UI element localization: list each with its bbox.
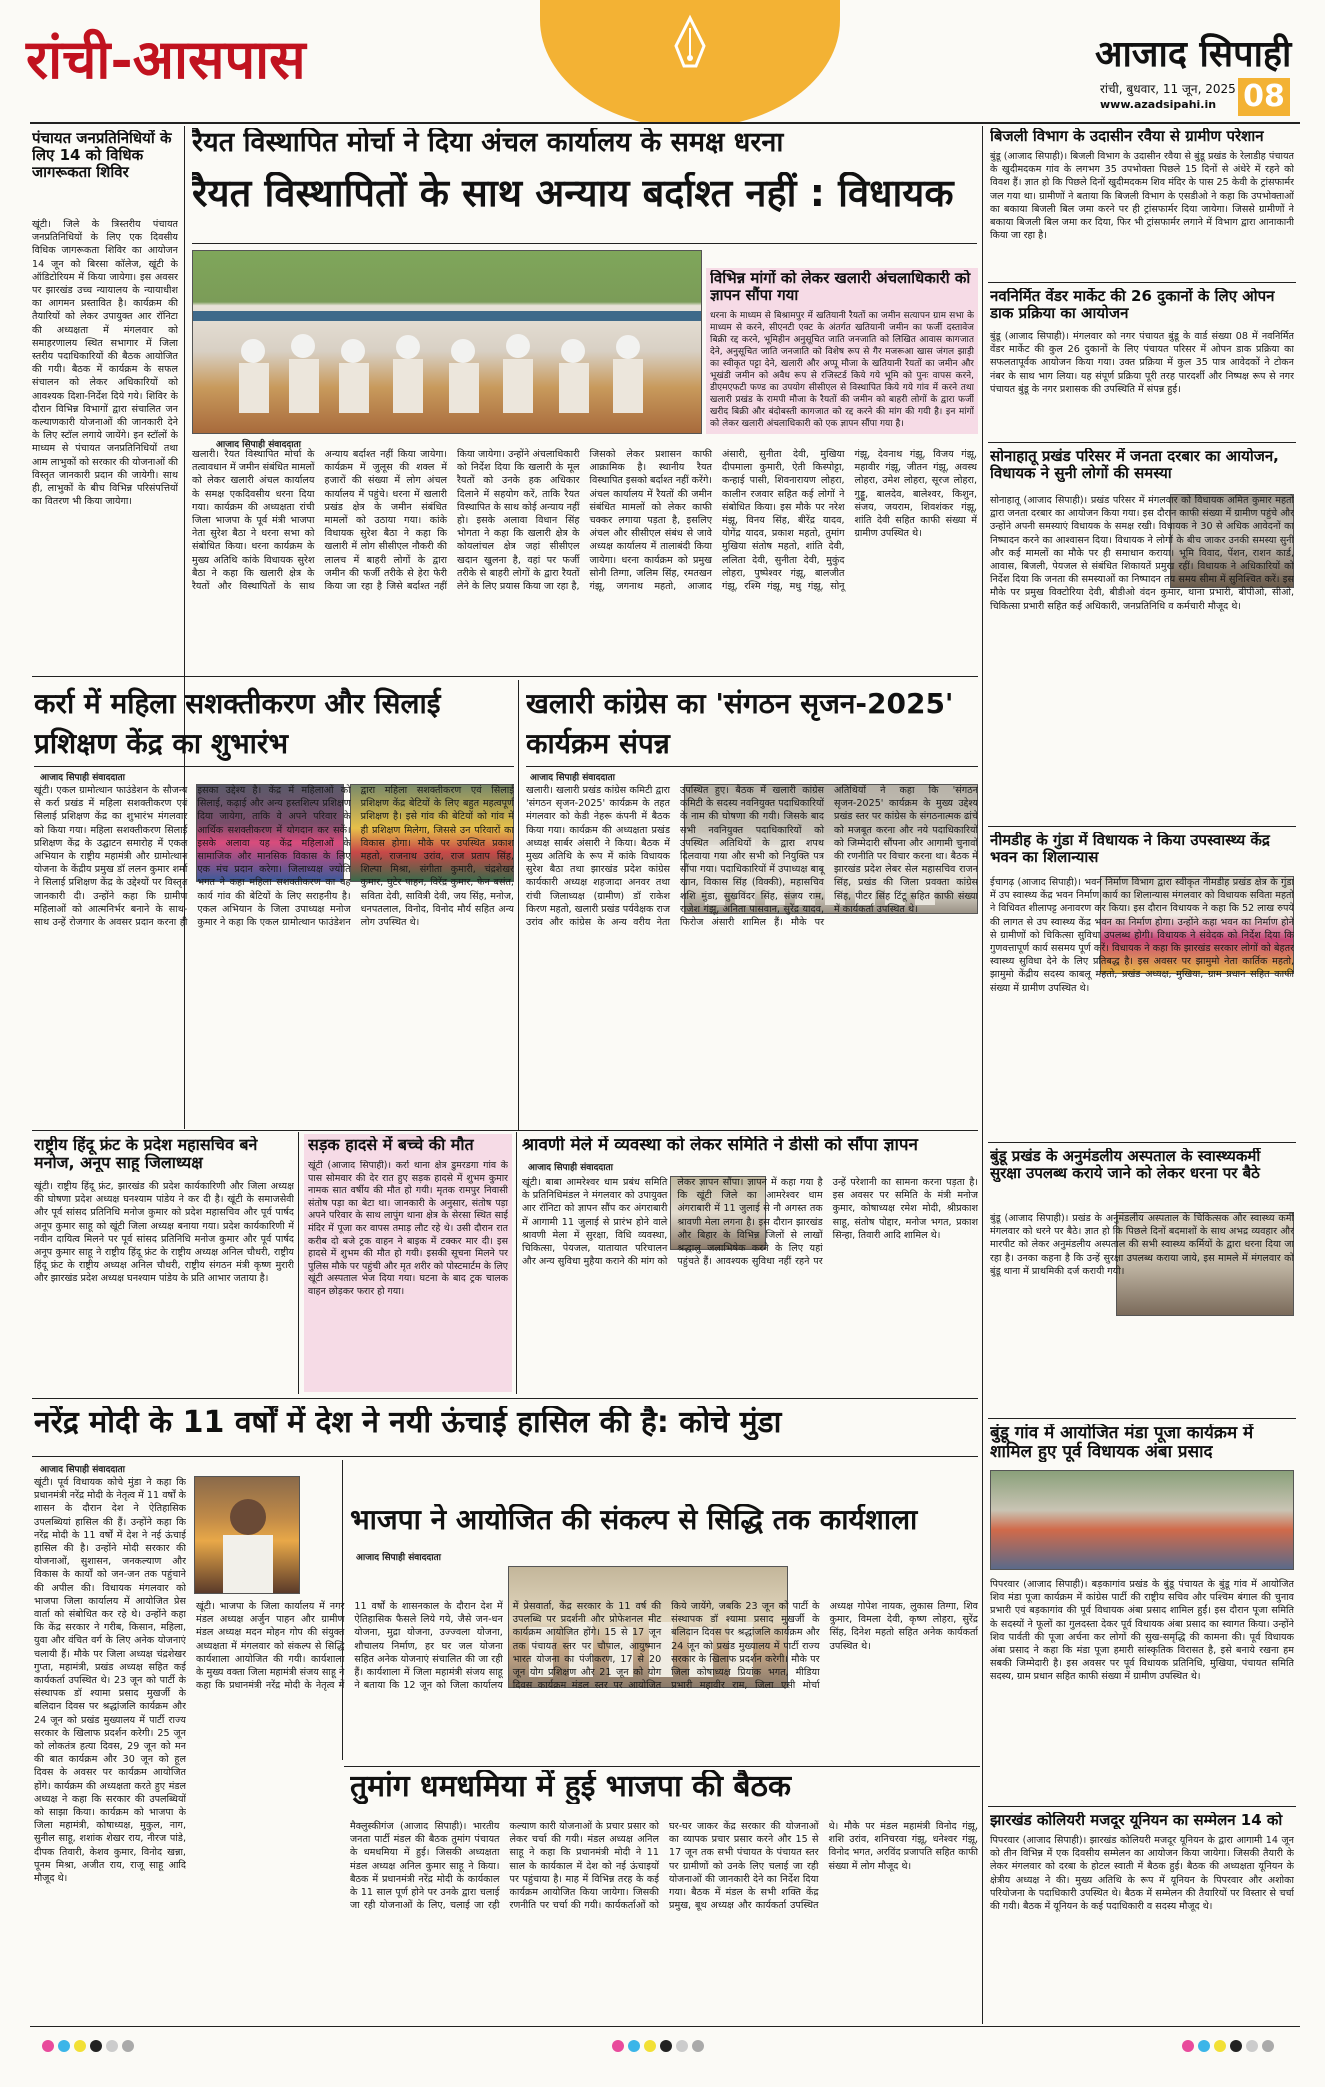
- headline-lead: रैयत विस्थापितों के साथ अन्याय बर्दाश्त नहीं : विधायक: [192, 172, 954, 215]
- masthead-rule: [30, 122, 1300, 124]
- section-title: रांची-आसपास: [26, 27, 306, 91]
- accident-box: [304, 1134, 512, 1392]
- headline-shravani: श्रावणी मेले में व्यवस्था को लेकर समिति ने डीसी को सौंपा ज्ञापन: [522, 1136, 918, 1155]
- headline-bijli: बिजली विभाग के उदासीन रवैया से ग्रामीण परेशान: [990, 128, 1264, 145]
- headline-accident: सड़क हादसे में बच्चे की मौत: [308, 1136, 474, 1154]
- headline-congress: खलारी कांग्रेस का 'संगठन सृजन-2025' कार्यक्रम संपन्न: [526, 687, 954, 760]
- story-bjp-workshop: खूंटी। भाजपा के जिला कार्यालय में नगर मंडल अध्यक्ष अर्जुन पाहन और ग्रामीण मंडल अध्यक्ष मदन मोहन गोप की संयुक्त अध्यक्षता में मंगलवार को संकल्प से सिद्धि कार्यशाला आयोजित की गयी। कार्यशाला के मुख्य वक्ता जिला महामंत्री संजय साहू ने कहा कि प्रधानमंत्री नरेंद्र मोदी के नेतृत्व में 11 वर्षों के शासनकाल के दौरान देश में ऐतिहासिक फैसले लिये गये, जैसे जन-धन योजना, मुद्रा योजना, उज्ज्वला योजना, शौचालय निर्माण, हर घर जल योजना सहित अनेक योजनाएं संचालित की जा रही हैं। कार्यशाला में जिला महामंत्री संजय साहू ने बताया कि 12 जून को जिला कार्यालय में प्रेसवार्ता, केंद्र सरकार के 11 वर्ष की उपलब्धि पर प्रदर्शनी और प्रोफेशनल मीट कार्यक्रम आयोजित होंगे। 15 से 17 जून तक पंचायत स्तर पर चौपाल, आयुष्मान भारत योजना का पंजीकरण, 17 से 20 जून योग प्रशिक्षण और 21 जून को योग दिवस कार्यक्रम मंडल स्तर पर आयोजित किये जायेंगे, जबकि 23 जून को पार्टी के संस्थापक डॉ श्यामा प्रसाद मुखर्जी के बलिदान दिवस पर श्रद्धांजलि कार्यक्रम और 24 जून को प्रखंड मुख्यालय में पार्टी राज्य सरकार के खिलाफ प्रदर्शन करेगी। मौके पर जिला कोषाध्यक्ष प्रियांक भगत, मीडिया प्रभारी महावीर राम, जिला एसी मोर्चा अध्यक्ष गोपेश नायक, लुकास तिग्गा, शिव कुमार, विमला देवी, कृष्ण लोहरा, सुरेंद्र सिंह, दिनेश महतो सहित अनेक कार्यकर्ता उपस्थित थे।: [196, 1601, 978, 1692]
- credit-shravani: आजाद सिपाही संवाददाता: [528, 1163, 613, 1173]
- pen-nib-logo: [540, 0, 840, 124]
- story-accident: खूंटी (आजाद सिपाही)। कर्रा थाना क्षेत्र डुमरडगा गांव के पास सोमवार की देर रात हुए सड़क हादसे में शुभम कुमार नामक सात वर्षीय की मौत हो गयी। मृतक रामपुर निवासी संतोष पड़ा का बेटा था। जानकारी के अनुसार, संतोष पड़ा अपने परिवार के साथ लापुंग थाना क्षेत्र के सेरसा स्थित साई मंदिर में पूजा कर वापस तमाड़ लौट रहे थे। उसी दौरान रात करीब दो बजे ट्रक वाहन ने बाइक में टक्कर मार दी। इस हादसे में शुभम की मौत हो गयी। इसकी सूचना मिलने पर पुलिस मौके पर पहुंची और मृत शरीर को पोस्टमार्टम के लिए खूंटी अस्पताल भेज दिया गया। घटना के बाद ट्रक चालक वाहन छोड़कर फरार हो गया।: [308, 1160, 508, 1297]
- credit-congress: आजाद सिपाही संवाददाता: [530, 773, 615, 783]
- story-congress: खलारी। खलारी प्रखंड कांग्रेस कमिटी द्वारा 'संगठन सृजन-2025' कार्यक्रम के तहत मंगलवार को केडी नेहरू कंपनी में बैठक किया गया। कार्यक्रम की अध्यक्षता प्रखंड अध्यक्ष सार्बर अंसारी ने किया। बैठक में मुख्य अतिथि के रूप में कांके विधायक सुरेश बैठा तथा झारखंड प्रदेश कांग्रेस कार्यकारी अध्यक्ष शहजादा अनवर तथा रांची जिलाध्यक्ष (ग्रामीण) डॉ राकेश किरण महतो, खलारी प्रखंड पर्यवेक्षक राज उरांव और कांग्रेस के अन्य वरीय नेता उपस्थित हुए। बैठक में खलारी कांग्रेस कमिटी के सदस्य नवनियुक्त पदाधिकारियों के नाम की घोषणा की गयी। जिसके बाद सभी नवनियुक्त पदाधिकारियों को उपस्थित अतिथियों के द्वारा शपथ दिलवाया गया और सभी को नियुक्ति पत्र सौंपा गया। पदाधिकारियों में उपाध्यक्ष बाबू खान, विकास सिंह (विक्की), महासचिव शशि मुंडा, सुखविंदर सिंह, संजय राम, राजेश गंझू, अनिता पासवान, सुरेंद्र यादव, फिरोज अंसारी शामिल हैं। मौके पर अतिथियों ने कहा कि 'संगठन सृजन-2025' कार्यक्रम के मुख्य उद्देश्य प्रखंड स्तर पर कांग्रेस के संगठनात्मक ढांचे को मजबूत करना और नये पदाधिकारियों को जिम्मेदारी सौंपना और आगामी चुनावों की रणनीति पर विचार करना था। बैठक में झारखंड प्रदेश लेबर सेल महासचिव राजन सिंह, प्रखंड की जिला प्रवक्ता कांग्रेस सिंह, पीटर सिंह टिंटू सहित काफी संख्या में कार्यकर्ता उपस्थित थे।: [526, 785, 978, 929]
- story-coal-union: पिपरवार (आजाद सिपाही)। झारखंड कोलियरी मजदूर यूनियन के द्वारा आगामी 14 जून को तीन विभिन्न में एक दिवसीय सम्मेलन का आयोजन किया जायेगा। जिसकी तैयारी के लेकर मंगलवार को दरबा के होटल स्वाती में बैठक हुई। बैठक की अध्यक्षता यूनियन के क्षेत्रीय अध्यक्ष ने की। मुख्य अतिथि के रूप में यूनियन के पिपरवार और अशोका परियोजना के पदाधिकारी उपस्थित थे। बैठक में सम्मेलन की तैयारियों पर विस्तार से चर्चा की गयी। बैठक में यूनियन के कई पदाधिकारी व सदस्य मौजूद थे।: [990, 1835, 1294, 1913]
- headline-bjp-workshop: भाजपा ने आयोजित की संकल्प से सिद्धि तक कार्यशाला: [350, 1504, 918, 1536]
- headline-sonahatu: सोनाहातू प्रखंड परिसर में जनता दरबार का आयोजन, विधायक ने सुनी लोगों की समस्या: [990, 448, 1279, 482]
- photo-dharna: [192, 250, 702, 434]
- story-tumang: मैक्लुस्कीगंज (आजाद सिपाही)। भारतीय जनता पार्टी मंडल की बैठक तुमांग पंचायत के धमधमिया में हुई। जिसकी अध्यक्षता मंडल अध्यक्ष अनिल कुमार साहू ने किया। बैठक में प्रधानमंत्री नरेंद्र मोदी के कार्यकाल के 11 साल पूर्ण होने पर उनके द्वारा चलाई जा रही योजनाओं के लिए, चलाई जा रही कल्याण कारी योजनाओं के प्रचार प्रसार को लेकर चर्चा की गयी। मंडल अध्यक्ष अनिल साहू ने कहा कि प्रधानमंत्री मोदी ने 11 साल के कार्यकाल में देश को नई ऊंचाइयों पर पहुंचाया है। माह में विभिन्न तरह के कई कार्यक्रम आयोजित किया जायेगा। जिसकी रणनीति पर चर्चा की गयी। कार्यकर्ताओं को घर-घर जाकर केंद्र सरकार की योजनाओं का व्यापक प्रचार प्रसार करने और 15 से 17 जून तक सभी पंचायत के पंचायत स्तर पर ग्रामीणों को उनके लिए चलाई जा रही योजनाओं की जानकारी देने का निर्देश दिया गया। बैठक में मंडल के सभी शक्ति केंद्र प्रमुख, बूथ अध्यक्ष और कार्यकर्ता उपस्थित थे। मौके पर मंडल महामंत्री विनोद गंझू, शशि उरांव, शनिचरवा गंझू, धनेश्वर गंझू, विनोद भगत, अरविंद प्रजापति सहित काफी संख्या में लोग मौजूद थे।: [350, 1821, 978, 1912]
- credit-modi: आजाद सिपाही संवाददाता: [40, 1465, 125, 1475]
- story-sonahatu: सोनाहातू (आजाद सिपाही)। प्रखंड परिसर में मंगलवार को विधायक अमित कुमार महतो द्वारा जनता दरबार का आयोजन किया गया। इस दौरान काफी संख्या में ग्रामीण पहुंचे और उन्होंने अपनी समस्याएं विधायक के समक्ष रखी। विधायक ने 30 से अधिक आवेदनों का निष्पादन करने का आश्वासन दिया। विधायक ने लोगों के बीच जाकर उनकी समस्या सुनी और कई मामलों का मौके पर ही समाधान कराया। भूमि विवाद, पेंशन, राशन कार्ड, आवास, बिजली, पेयजल से संबंधित शिकायतें प्रमुख रहीं। विधायक ने अधिकारियों को निर्देश दिया कि जनता की समस्याओं का निष्पादन तय समय सीमा में सुनिश्चित करें। इस मौके पर प्रमुख विक्टोरिया देवी, बीडीओ वंदन कुमार, थाना प्रभारी, बीपीओ, सीओ, चिकित्सा प्रभारी सहित कई अधिकारी, जनप्रतिनिधि व कर्मचारी मौजूद थे।: [990, 495, 1294, 612]
- story-vendor: बुंडू (आजाद सिपाही)। मंगलवार को नगर पंचायत बुंडू के वार्ड संख्या 08 में नवनिर्मित वेंडर मार्केट की कुल 26 दुकानों के लिए पंचायत परिसर में ओपन डाक प्रक्रिया का सफलतापूर्वक आयोजन किया गया। उक्त प्रक्रिया में कुल 35 पात्र आवेदकों ने टोकन नंबर के साथ भाग लिया। यह संपूर्ण प्रक्रिया पूरी तरह पारदर्शी और निष्पक्ष रूप से नगर पंचायत बुंडू के नगर प्रशासक की उपस्थिति में संपन्न हुई।: [990, 331, 1294, 395]
- headline-manda-puja: बुंडू गांव में आयोजित मंडा पूजा कार्यक्रम में शामिल हुए पूर्व विधायक अंबा प्रसाद: [990, 1424, 1254, 1463]
- story-karra: खूंटी। एकल ग्रामोत्थान फाउंडेशन के सौजन्य से कर्रा प्रखंड में महिला सशक्तीकरण एवं सिलाई प्रशिक्षण केंद्र का शुभारंभ मंगलवार को किया गया। महिला सशक्तीकरण सिलाई प्रशिक्षण केंद्र के उद्घाटन समारोह में एकल अभियान के राष्ट्रीय महामंत्री और ग्रामोत्थान योजना के केंद्रीय प्रमुख डॉ ललन कुमार शर्मा ने सिलाई प्रशिक्षण केंद्र के उद्देश्यों पर विस्तृत जानकारी दी। उन्होंने कहा कि ग्रामीण महिलाओं को आत्मनिर्भर बनाने के साथ-साथ उन्हें रोजगार के अवसर प्रदान करना ही इसका उद्देश्य है। केंद्र में महिलाओं को सिलाई, कढ़ाई और अन्य हस्तशिल्प प्रशिक्षण दिया जायेगा, ताकि वे अपने परिवार के आर्थिक सशक्तीकरण में योगदान कर सकें। इसके अलावा यह केंद्र महिलाओं के सामाजिक और मानसिक विकास के लिए एक मंच प्रदान करेगा। जिलाध्यक्ष ज्योति भगत ने कहा महिला सशक्तीकरण का यह कार्य गांव की बेटियों के लिए सराहनीय है। एकल अभियान के जिला उपाध्यक्ष मनोज कुमार ने कहा कि एकल ग्रामोत्थान फाउंडेशन द्वारा महिला सशक्तीकरण एवं सिलाई प्रशिक्षण केंद्र बेटियों के लिए बहुत महत्वपूर्ण प्रशिक्षण है। इसे गांव की बेटियों को गांव में ही प्रशिक्षण मिलेगा, जिससे उन परिवारों का विकास होगा। मौके पर उपस्थित प्रकाश महतो, राजनाथ उरांव, राज प्रताप सिंह, शिल्पा मिश्रा, संगीता कुमारी, चंद्रशेखर कुमार, घुटेर पाहन, विरेंद्र कुमार, फेन बसंत, सविता देवी, सावित्री देवी, जय सिंह, मनोज, धनपतलाल, विनोद, विनोद मौर्य सहित अन्य लोग उपस्थित थे।: [34, 785, 514, 929]
- story-nimdih: ईचागढ़ (आजाद सिपाही)। भवन निर्माण विभाग द्वारा स्वीकृत नीमडीह प्रखंड क्षेत्र के गुंडा में उप स्वास्थ्य केंद्र भवन निर्माण कार्य का शिलान्यास मंगलवार को विधायक सविता महतो ने विधिवत शीलापट्ट अनावरण कर किया। इस दौरान विधायक ने कहा कि 52 लाख रुपये की लागत से उप स्वास्थ्य केंद्र भवन का निर्माण होगा। उन्होंने कहा भवन का निर्माण होने से ग्रामीणों को चिकित्सा सुविधा उपलब्ध होगी। विधायक ने संवेदक को निर्देश दिया कि गुणवत्तापूर्ण कार्य ससमय पूर्ण करें। विधायक ने कहा कि झारखंड सरकार लोगों को बेहतर स्वास्थ्य सुविधा देने के लिए प्रतिबद्ध है। इस अवसर पर झामुमो नेता कार्तिक महतो, झामुमो केंद्रीय सदस्य काबलू महतो, प्रखंड अध्यक्ष, मुखिया, ग्राम प्रधान सहित काफी संख्या में ग्रामीण उपस्थित थे।: [990, 877, 1294, 994]
- story-bijli: बुंडू (आजाद सिपाही)। बिजली विभाग के उदासीन रवैया से बुंडू प्रखंड के रेलाडीह पंचायत के खुदीमदकम गांव के लगभग 35 उपभोक्ता पिछले 15 दिनों से अंधेरे में रहने को विवश हैं। ज्ञात हो कि पिछले दिनों खुदीमदकम शिव मंदिर के पास 25 केवी के ट्रांसफार्मर जल गया था। ग्रामीणों ने बताया कि बिजली विभाग के एसडीओ ने कहा कि उपभोक्ताओं का बकाया बिजली बिल जमा करने पर ही ट्रांसफार्मर दिया जायेगा। जिससे ग्रामीणों ने बकाया बिजली बिल जमा कर दिया, फिर भी ट्रांसफार्मर लगाने में विभाग द्वारा आनाकानी किया जा रहा है।: [990, 151, 1294, 242]
- registration-marks-right: [1180, 2038, 1300, 2054]
- headline-nimdih: नीमडीह के गुंडा में विधायक ने किया उपस्वास्थ्य केंद्र भवन का शिलान्यास: [990, 832, 1270, 866]
- credit-lead: आजाद सिपाही संवाददाता: [216, 440, 301, 450]
- kicker-lead: रैयत विस्थापित मोर्चा ने दिया अंचल कार्यालय के समक्ष धरना: [192, 128, 784, 158]
- registration-marks-center: [610, 2038, 730, 2054]
- headline-hindu-front: राष्ट्रीय हिंदू फ्रंट के प्रदेश महासचिव बने मनोज, अनूप साहू जिलाध्यक्ष: [34, 1136, 258, 1172]
- credit-karra: आजाद सिपाही संवाददाता: [40, 773, 125, 783]
- headline-coal-union: झारखंड कोलियरी मजदूर यूनियन का सम्मेलन 14 को: [990, 1812, 1283, 1829]
- story-manda-puja: पिपरवार (आजाद सिपाही)। बड़कागांव प्रखंड के बुंडू पंचायत के बुंडू गांव में आयोजित शिव मंडा पूजा कार्यक्रम में कांग्रेस पार्टी की राष्ट्रीय सचिव और पश्चिम बंगाल की चुनाव प्रभारी एवं बड़कागांव की पूर्व विधायक अंबा प्रसाद शामिल हुईं। इस दौरान पूजा समिति के सदस्यों ने फूलों का गुलदस्ता देकर पूर्व विधायक अंबा प्रसाद का स्वागत किया। उन्होंने शिव पार्वती की पूजा अर्चना कर लोगों की सुख-समृद्धि की कामना की। पूर्व विधायक अंबा प्रसाद ने कहा कि मंडा पूजा हमारी सांस्कृतिक विरासत है, इसे बनाये रखना हम सबकी जिम्मेदारी है। इस अवसर पर पूर्व विधायक प्रतिनिधि, मुखिया, पंचायत समिति सदस्य, ग्राम प्रधान सहित काफी संख्या में ग्रामीण उपस्थित थे।: [990, 1579, 1294, 1683]
- page-number: 08: [1238, 78, 1290, 116]
- masthead: [0, 0, 1325, 124]
- registration-marks-left: [40, 2038, 160, 2054]
- headline-modi: नरेंद्र मोदी के 11 वर्षों में देश ने नयी ऊंचाई हासिल की है: कोचे मुंडा: [34, 1406, 782, 1440]
- memo-box: [706, 268, 978, 434]
- story-shravani: खूंटी। बाबा आमरेश्वर धाम प्रबंध समिति के प्रतिनिधिमंडल ने मंगलवार को उपायुक्त आर रॉनिटा को ज्ञापन सौंप कर अंगराबारी में आगामी 11 जुलाई से प्रारंभ होने वाले श्रावणी मेला में सुरक्षा, विधि व्यवस्था, चिकित्सा, पेयजल, यातायात परिचालन और अन्य सुविधा मुहैया कराने की मांग को लेकर ज्ञापन सौंपा। ज्ञापन में कहा गया है कि खूंटी जिले का आमरेश्वर धाम अंगराबारी में 11 जुलाई से नौ अगस्त तक श्रावणी मेला लगना है। इस दौरान झारखंड और बिहार के विभिन्न जिलों से लाखों श्रद्धालु जलाभिषेक करने के लिए यहां पहुंचते हैं। आवश्यक सुविधा नहीं रहने पर उन्हें परेशानी का सामना करना पड़ता है। इस अवसर पर समिति के मंत्री मनोज कुमार, कोषाध्यक्ष रमेश मोदी, श्रीप्रकाश साहू, संतोष पोद्दार, मनोज भगत, प्रकाश सिन्हा, तिवारी आदि शामिल थे।: [522, 1177, 978, 1268]
- newspaper-name: आजाद सिपाही: [1095, 33, 1292, 75]
- col-rule: [982, 126, 983, 2024]
- website: www.azadsipahi.in: [1100, 98, 1217, 111]
- headline-vendor: नवनिर्मित वेंडर मार्केट की 26 दुकानों के लिए ओपन डाक प्रक्रिया का आयोजन: [990, 288, 1275, 322]
- credit-bjp: आजाद सिपाही संवाददाता: [356, 1553, 441, 1563]
- headline-bundu-hospital: बुंडू प्रखंड के अनुमंडलीय अस्पताल के स्वास्थ्यकर्मी सुरक्षा उपलब्ध कराये जाने को लेकर धरना पर बैठे: [990, 1148, 1261, 1182]
- headline-karra: कर्रा में महिला सशक्तीकरण और सिलाई प्रशिक्षण केंद्र का शुभारंभ: [34, 687, 441, 760]
- photo-koche-munda: [194, 1476, 300, 1594]
- story-memo: धरना के माध्यम से बिश्रामपुर में खतियानी रैयतों का जमीन सत्यापन ग्राम सभा के माध्यम से करने, सीएनटी एक्ट के अंतर्गत खतियानी जमीन का फर्जी दस्तावेज बिक्री रद्द करने, भूमिहीन अनुसूचित जाति जनजाति को लिखित आवास कागजात देने, अनुसूचित जाति जनजाति को विशेष रूप से गैर मजरूआ खास जंगल झाड़ी का स्वीकृत पट्टा देने, खलारी और अप्पू मौजा के खतियानी रैयतों का जमीन और भूखंडी जमीन को अवैध रूप से रजिस्टर्ड किये गये भूमि को पुनः वापस करने, डीएमएफटी फण्ड का उपयोग सीसीएल से विस्थापित किये गये गांव में करने तथा खलारी प्रखंड के रामपी मौजा के रैयतों की जमीन को बाहरी लोगों के द्वारा फर्जी खरीद बिक्री और बंदोबस्ती कागजात को रद्द करने की मांग की गयी है। इन मांगों को लेकर खलारी अंचलाधिकारी को एक ज्ञापन सौंपा गया है।: [710, 311, 974, 429]
- story-left-1: खूंटी। जिले के त्रिस्तरीय पंचायत जनप्रतिनिधियों के लिए एक दिवसीय विधिक जागरूकता शिविर का आयोजन 14 जून को बिरसा कॉलेज, खूंटी के ऑडिटोरियम में किया जायेगा। इस अवसर पर झारखंड उच्च न्यायालय के न्यायाधीश का आगमन प्रस्तावित है। कार्यक्रम की तैयारियों को लेकर उपायुक्त आर रॉनिटा की अध्यक्षता में मंगलवार को समाहरणालय स्थित सभागार में जिला स्तरीय पदाधिकारियों की बैठक आयोजित की गयी। बैठक में कार्यक्रम के सफल संचालन को लेकर अधिकारियों को आवश्यक दिशा-निर्देश दिये गये। शिविर के दौरान विभिन्न विभागों द्वारा संचालित जन कल्याणकारी योजनाओं की जानकारी देने के लिए स्टॉल लगाये जायेंगे। इन स्टॉलों के माध्यम से पंचायत जनप्रतिनिधियों तथा आम लाभुकों को सरकार की योजनाओं की विस्तृत जानकारी प्रदान की जायेगी। साथ ही, लाभुकों के बीच विभिन्न परिसंपत्तियों का वितरण भी किया जायेगा।: [32, 219, 178, 508]
- dateline: रांची, बुधवार, 11 जून, 2025: [1100, 82, 1236, 96]
- story-modi: खूंटी। पूर्व विधायक कोचे मुंडा ने कहा कि प्रधानमंत्री नरेंद्र मोदी के नेतृत्व में 11 वर्षों के शासन के दौरान देश ने ऐतिहासिक उपलब्धियां हासिल की हैं। उन्होंने कहा कि नरेंद्र मोदी के 11 वर्षों में देश ने नई ऊंचाई हासिल की है। उन्होंने मोदी सरकार की योजनाओं, सुशासन, जनकल्याण और विकास के कार्यों को जन-जन तक पहुंचाने की अपील की। विधायक मंगलवार को भाजपा जिला कार्यालय में आयोजित प्रेस वार्ता को संबोधित कर रहे थे। उन्होंने कहा कि केंद्र सरकार ने गरीब, किसान, महिला, युवा और वंचित वर्ग के लिए अनेक योजनाएं चलायी हैं। मौके पर जिला अध्यक्ष चंद्रशेखर गुप्ता, महामंत्री, प्रखंड अध्यक्ष सहित कई कार्यकर्ता उपस्थित थे। 23 जून को पार्टी के संस्थापक डॉ श्यामा प्रसाद मुखर्जी के बलिदान दिवस पर श्रद्धांजलि कार्यक्रम और 24 जून को प्रखंड मुख्यालय में पार्टी राज्य सरकार के खिलाफ प्रदर्शन करेगी। 25 जून को लोकतंत्र हत्या दिवस, 29 जून को मन की बात कार्यक्रम और 30 जून को हूल दिवस के अवसर पर कार्यक्रम आयोजित होंगे। कार्यक्रम की अध्यक्षता करते हुए मंडल अध्यक्ष ने कहा कि सरकार की उपलब्धियों को साझा किया। कार्यक्रम को भाजपा के जिला महामंत्री, कोषाध्यक्ष, मुकुल, नाग, सुनील साहू, शशांक शेखर राय, नीरज पांडे, दीपक तिवारी, केशव कुमार, विनोद खन्ना, पूनम मिश्रा, अजीत राय, राजू साहू आदि मौजूद थे।: [34, 1477, 186, 1885]
- story-hindu-front: खूंटी। राष्ट्रीय हिंदू फ्रंट, झारखंड की प्रदेश कार्यकारिणी और जिला अध्यक्ष की घोषणा प्रदेश अध्यक्ष घनश्याम पांडेय ने कर दी है। खूंटी के समाजसेवी और पूर्व सांसद प्रतिनिधि मनोज कुमार को प्रदेश महासचिव और पूर्व पार्षद अनूप कुमार साहू को खूंटी जिला अध्यक्ष बनाया गया। प्रदेश कार्यकारिणी में नवीन दायित्व मिलने पर पूर्व सांसद प्रतिनिधि मनोज कुमार और पूर्व पार्षद अनूप कुमार साहू ने राष्ट्रीय हिंदू फ्रंट के राष्ट्रीय अध्यक्ष अनिल चौधरी, राष्ट्रीय हिंदू फ्रंट के राष्ट्रीय अध्यक्ष अनिल चौधरी, राष्ट्रीय संगठन मंत्री कृष्ण मुरारी और झारखंड प्रदेश अध्यक्ष घनश्याम पांडेय के प्रति आभार जताया है।: [34, 1181, 294, 1285]
- headline-left-1: पंचायत जनप्रतिनिधियों के लिए 14 को विधिक जागरूकता शिविर: [32, 130, 172, 181]
- headline-tumang: तुमांग धमधमिया में हुई भाजपा की बैठक: [350, 1770, 792, 1804]
- photo-manda-puja: [990, 1470, 1294, 1570]
- story-lead: खलारी। रैयत विस्थापित मोर्चा के तत्वावधान में जमीन संबंधित मामलों को लेकर खलारी अंचल कार्यालय के समक्ष एकदिवसीय धरना दिया गया। कार्यक्रम की अध्यक्षता रांची जिला भाजपा के पूर्व मंत्री भाजपा नेता सुरेश बैठा ने धरना सभा को संबोधित किया। धरना कार्यक्रम के मुख्य अतिथि कांके विधायक सुरेश बैठा ने कहा कि खलारी क्षेत्र के रैयतों और विस्थापितों के साथ अन्याय बर्दाश्त नहीं किया जायेगा। कार्यक्रम में जुलूस की शक्ल में हजारों की संख्या में लोग अंचल कार्यालय में पहुंचे। धरना में खलारी प्रखंड क्षेत्र के जमीन संबंधित मामलों को उठाया गया। कांके विधायक सुरेश बैठा ने कहा कि खलारी में लोग सीसीएल नौकरी की लालच में बाहरी लोगों के द्वारा जमीन की फर्जी तरीके से हेरा फेरी किया जा रहा है जिसे बर्दाश्त नहीं किया जायेगा। उन्होंने अंचलाधिकारी को निर्देश दिया कि खलारी के मूल रैयतों को उनके हक अधिकार दिलाने में सहयोग करें, ताकि रैयत विस्थापित के साथ कोई अन्याय नहीं हो। इसके अलावा विधान सिंह भोगता ने कहा कि खलारी क्षेत्र के कोयलांचल क्षेत्र जहां सीसीएल खदान खुलना है, वहां पर फर्जी तरीके से बाहरी लोगों के द्वारा रैयतों लेने के लिए प्रयास किया जा रहा है, जिसको लेकर प्रशासन काफी आक्रामिक है। स्थानीय रैयत विस्थापित इसको बर्दाश्त नहीं करेंगे। अंचल कार्यालय में रैयतों की जमीन संबंधित मामलों को लेकर काफी चक्कर लगाया पड़ता है, इसलिए अंचल और सीसीएल संबंध से जावे अध्यक्ष कार्यालय में तालाबंदी किया जायेगा। धरना कार्यक्रम को प्रमुख सोनी तिग्गा, जलिम सिंह, रमतखन गंझू, जगनाथ महतो, आजाद अंसारी, सुनीता देवी, मुखिया दीपमाला कुमारी, ऐती किस्पोट्टा, कन्हाई पासी, शिवनारायण लोहरा, कालीन रजवार सहित कई लोगों ने संबोधित किया। इस मौके पर नरेश मंझू, विनय सिंह, बीरेंद्र यादव, योगेंद्र यादव, प्रकाश महतो, तुमांग मुखिया संतोष महतो, शांति देवी, ललिता देवी, सुनीता देवी, मुकुंद लोहरा, पुष्पेश्वर गंझू, बालजीत गंझू, रश्मि गंझू, मधु गंझू, सोनू गंझू, देवनाथ गंझू, विजय गंझू, महावीर गंझू, जीतन गंझू, अवस्थ लोहरा, उमेश लोहरा, सूरज लोहरा, गुड्डू, बालदेव, बालेश्वर, किशुन, संजय, जयराम, शिवशंकर गंझू, शांति देवी सहित काफी संख्या में ग्रामीण उपस्थित थे।: [192, 449, 977, 593]
- headline-memo: विभिन्न मांगों को लेकर खलारी अंचलाधिकारी को ज्ञापन सौंपा गया: [710, 270, 971, 304]
- story-bundu-hospital: बुंडू (आजाद सिपाही)। प्रखंड के अनुमंडलीय अस्पताल के चिकित्सक और स्वास्थ्य कर्मी मंगलवार को धरने पर बैठे। ज्ञात हो कि पिछले दिनों बदमाशों के साथ अभद्र व्यवहार और मारपीट को लेकर अनुमंडलीय अस्पताल की सभी स्वास्थ्य कर्मियों के द्वारा धरना दिया जा रहा है। उनका कहना है कि उन्हें सुरक्षा उपलब्ध कराया जाये, इस मामले में मंगलवार को बुंडू थाना में प्राथमिकी दर्ज करायी गयी।: [990, 1213, 1294, 1277]
